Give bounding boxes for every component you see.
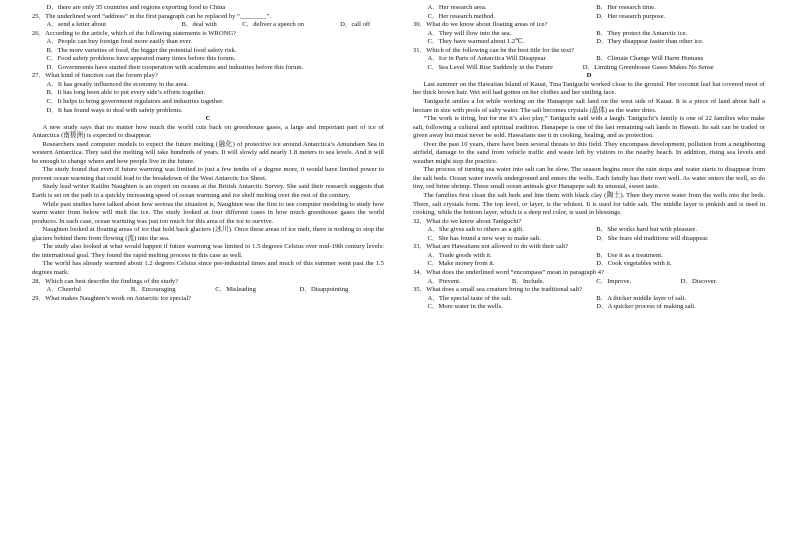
q32-option-b: B．She works hard but with pleasure.	[596, 226, 697, 234]
q26-stem: 26．According to the article, which of the following statements is WRONG?	[32, 29, 237, 37]
q27-stem: 27．What kind of function can the forum play?	[32, 72, 158, 80]
q31-option-d: D．Limiting Greenhouse Gases Makes No Sense	[582, 63, 714, 71]
passage-d-paragraph: The process of turning sea water into salt can be slow. The season begins once the rain stops and water starts to disappear from the salt beds. Ocean water travels underground and enters the wells. Each family has their own well. As water enters the well, so do tiny, red brine shrimp. These small ocean animals give Hanapepe salt its unusual, sweet taste.	[413, 166, 765, 191]
q28-option-b: B．Encouraging	[130, 286, 176, 294]
q26-option-d: D．Governments have started their cooperation with academies and industries before this forum.	[46, 63, 304, 71]
q30-stem: 30．What do we know about floating areas of ice?	[413, 21, 548, 29]
passage-d-paragraph: “The work is tiring, but for me it’s also play,” Taniguchi said with a laugh. Taniguchi’s family is one of 22 families who make salt, following a cultural and spiritual tradition. Hanapepe is one of the last remaining salt lands in Hawaii. Its salt can be traded or given away but must never be sold. Hawaiians use it in cooking, healing, and as protection.	[413, 115, 765, 140]
q28-option-c: C．Misleading	[215, 286, 256, 294]
q30-option-a: A．They will flow into the sea.	[427, 29, 512, 37]
q30-options-row-1	[413, 30, 765, 39]
q29-stem: 29．What makes Naughten’s work on Antarctic ice special?	[32, 294, 192, 302]
q26-option-c: C．Food safety problems have appeared many times before this forum.	[46, 55, 236, 63]
q32-options-row-2	[413, 235, 765, 244]
q31-option-a: A．Ice in Parts of Antarctica Will Disappear	[427, 55, 546, 63]
q30-option-d: D．They disappear faster than other ice.	[596, 38, 704, 46]
q27-option-c: C．It helps to bring government regulators and industries together.	[46, 98, 224, 106]
q33-options-row-2	[413, 260, 765, 269]
q29-options-row-2	[413, 13, 765, 22]
q34-option-d: D．Discover.	[680, 277, 718, 285]
q31-option-c: C．Sea Level Will Rise Suddenly in the Future	[427, 63, 553, 71]
q26-option-b: B．The more varieties of food, the bigger the potential food safety risk.	[46, 46, 237, 54]
passage-c-paragraph: The study also looked at what would happen if future warming was limited to 1.5 degrees Celsius over mid-19th century levels: the international goal. They found the rapid melting process in this case as well.	[32, 243, 384, 259]
q30-option-c: C．They have warmed about 1.2℃.	[427, 38, 525, 46]
left-column	[32, 4, 384, 303]
q24-option-d: D．there are only 35 countries and regions exporting food to China	[46, 4, 226, 11]
passage-d-paragraph: Taniguchi smiles a lot while working on the Hanapepe salt land on the west side of Kauai. It is a piece of land about half a hectare in size with pools of salty water. The salt becomes crystals (晶体) as the water dries.	[413, 98, 765, 114]
q31-option-b: B．Climate Change Will Harm Humans	[596, 55, 704, 63]
q35-option-b: B．A thicker middle layer of salt.	[596, 294, 686, 302]
q31-stem: 31．Which of the following can be the best title for the text?	[413, 46, 574, 54]
q32-option-d: D．She fears old traditions will disappear.	[596, 234, 709, 242]
q27-option-d: D．It has found ways to deal with safety problems.	[46, 106, 183, 114]
q31-options-row-1	[413, 55, 765, 64]
q34-option-a: A．Prevent.	[427, 277, 461, 285]
q32-options-row-1	[413, 226, 765, 235]
right-column	[413, 4, 765, 312]
q35-options-row-1	[413, 295, 765, 304]
q33-option-a: A．Trade goods with it.	[427, 251, 492, 259]
q33-option-c: C．Make money from it.	[427, 260, 495, 268]
q34-options	[413, 278, 765, 287]
q33-stem: 33．What are Hawaiians not allowed to do with their salt?	[413, 243, 569, 251]
passage-d-paragraph: Over the past 10 years, there have been several threats to this field. They encompass development, pollution from a neighboring airfield, damage to the sand from vehicle traffic and waste left by visitors to the nearby beach. In addition, rising sea levels and weather might stop the practice.	[413, 140, 765, 165]
q35-option-c: C．More water in the wells.	[427, 303, 503, 311]
passage-c-paragraph: Naughten looked at floating areas of ice that hold back glaciers (冰川). Once these areas of ice melt, there is nothing to stop the glaciers behind them from flowing (流) into the sea.	[32, 226, 384, 242]
q32-option-c: C．She has found a new way to make salt.	[427, 234, 541, 242]
passage-c-paragraph: The world has already warmed about 1.2 degrees Celsius since pre-industrial times and much of this summer went past the 1.5 degrees mark.	[32, 260, 384, 276]
q27-option-a: A．It has greatly influenced the economy in the area.	[46, 80, 189, 88]
passage-d-paragraph: Last summer on the Hawaiian Island of Kauai, Tina Taniguchi worked close to the ground. Her coconut leaf hat covered most of her thick brown hair. Wet soil had gotten on her clothes and her smiling face.	[413, 80, 765, 97]
q27-option-b: B．It has long been able to put every side’s efforts together.	[46, 89, 206, 97]
q30-options-row-2	[413, 38, 765, 47]
q33-option-b: B．Use it as a treatment.	[596, 251, 663, 259]
q29-option-b: B．Her research time.	[596, 4, 656, 11]
q25-options	[32, 21, 384, 30]
q35-option-d: D．A quicker process of making salt.	[596, 303, 696, 311]
q28-option-d: D．Disappointing	[299, 286, 349, 294]
section-c-heading: C	[205, 115, 211, 123]
q35-stem: 35．What does a small sea creature bring to the traditional salt?	[413, 286, 583, 294]
q25-option-a: A．send a letter about	[46, 21, 107, 29]
q25-option-c: C．deliver a speech on	[242, 21, 304, 29]
q34-stem: 34．What does the underlined word “encompass” mean in paragraph 4?	[413, 268, 604, 276]
section-d-heading: D	[586, 72, 592, 80]
q29-option-d: D．Her research purpose.	[596, 12, 666, 20]
q28-options	[32, 286, 384, 295]
passage-c-paragraph: Researchers used computer models to expect the future melting (融化) of protective ice around Antarctica’s Amundsen Sea in western Antarctica. They said the melting will take hundreds of years. It will slowly add nearly 1.8 meters to sea levels. And it will be enough to change where and how people live in the future.	[32, 140, 384, 165]
q28-stem: 28．Which can best describe the findings of the study?	[32, 277, 179, 285]
q32-stem: 32．What do we know about Taniguchi?	[413, 217, 522, 225]
passage-c-paragraph: A new study says that no matter how much the world cuts back on greenhouse gases, a large and important part of ice of Antarctica (南极洲) is expected to disappear.	[32, 123, 384, 140]
q28-option-a: A．Cheerful	[46, 286, 81, 294]
q30-option-b: B．They protect the Antarctic ice.	[596, 29, 688, 37]
q33-option-d: D．Cook vegetables with it.	[596, 260, 672, 268]
q32-option-a: A．She gives salt to others as a gift.	[427, 226, 524, 234]
q29-option-a: A．Her research area.	[427, 4, 487, 11]
q26-option-a: A．People can buy foreign food more easily than ever.	[46, 38, 193, 46]
q35-option-a: A．The special taste of the salt.	[427, 294, 513, 302]
q25-option-d: D．call off	[340, 21, 371, 29]
q34-option-c: C．Improve.	[596, 277, 632, 285]
q33-options-row-1	[413, 252, 765, 261]
passage-d-paragraph: The families first clean the salt beds and line them with black clay (陶土). Then they move water from the wells into the beds. There, salt crystals form. The top level, or layer, is the whitest. It is used for table salt. The middle layer is pinkish and is used in cooking, while the bottom layer, which is a deep red color, is used in blessings.	[413, 192, 765, 217]
q34-option-b: B．Include.	[511, 277, 545, 285]
q25-stem: 25．The underlined word “address” in the first paragraph can be replaced by “________”.	[32, 12, 271, 20]
q25-option-b: B．deal with	[181, 21, 217, 29]
passage-c-paragraph: While past studies have talked about how serious the situation is, Naughten was the first to use computer modeling to study how warm water from below will melt the ice. The study looked at four different cases in how much greenhouse gases the world produces. In each case, ocean warming was just too much for this area of the ice to survive.	[32, 200, 384, 225]
q29-option-c: C．Her research method.	[427, 12, 496, 20]
q35-options-row-2	[413, 303, 765, 312]
q29-options-row-1	[413, 4, 765, 13]
q31-options-row-2	[413, 64, 765, 73]
passage-c-paragraph: The study found that even if future warming was limited to just a few tenths of a degree more, it would have limited power to prevent ocean warming that could lead to the breakdown of the West Antarctic Ice Sheet.	[32, 166, 384, 182]
passage-c-paragraph: Study lead writer Kaitlin Naughten is an expert on oceans at the British Antarctic Survey. She said their research suggests that Earth is set on the path to a quickly increasing speed of ocean warming and ice shelf melting over the rest of the century.	[32, 183, 384, 200]
